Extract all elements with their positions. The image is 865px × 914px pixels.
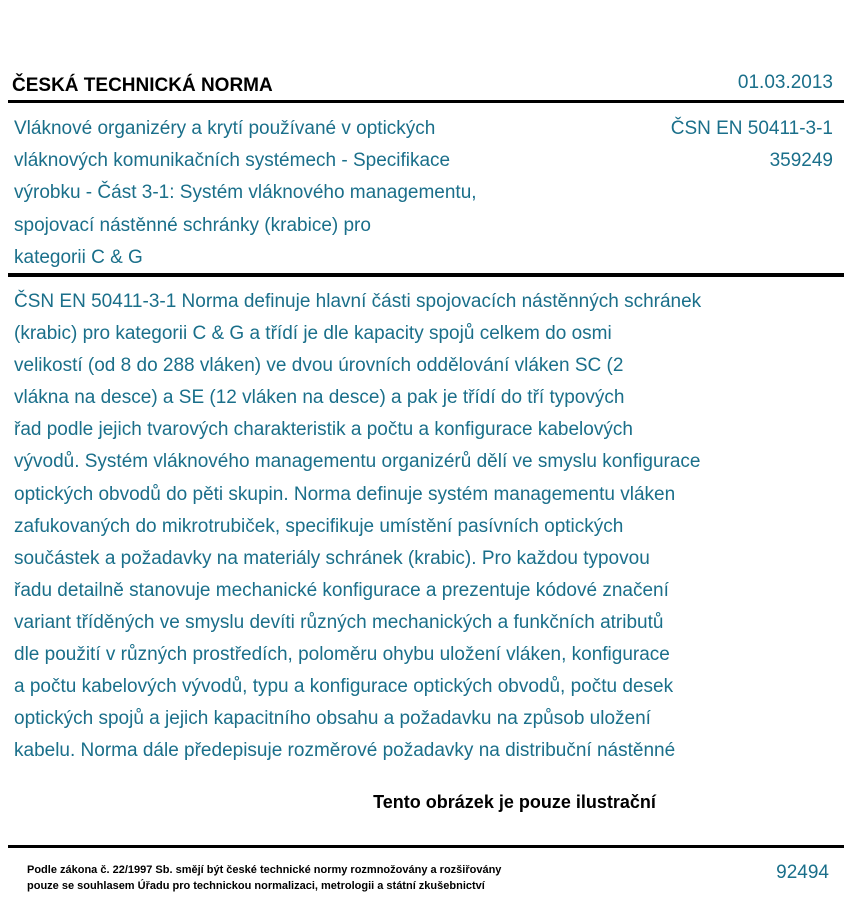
header-title: ČESKÁ TECHNICKÁ NORMA bbox=[12, 75, 273, 96]
title-divider bbox=[8, 273, 844, 277]
abstract-line: kabelu. Norma dále předepisuje rozměrové požadavky na distribuční nástěnné bbox=[14, 740, 676, 762]
abstract-line: dle použití v různých prostředích, poloměru ohybu uložení vláken, konfigurace bbox=[14, 644, 670, 666]
title-line: vláknových komunikačních systémech - Specifikace bbox=[14, 150, 451, 172]
abstract-line: velikostí (od 8 do 288 vláken) ve dvou úrovních oddělování vláken SC (2 bbox=[14, 355, 624, 377]
abstract-line: vývodů. Systém vláknového managementu organizérů dělí ve smyslu konfigurace bbox=[14, 451, 701, 473]
abstract-line: řad podle jejich tvarových charakteristik a počtu a konfigurace kabelových bbox=[14, 419, 633, 441]
abstract-line: zafukovaných do mikrotrubiček, specifikuje umístění pasívních optických bbox=[14, 515, 624, 537]
abstract-line: a počtu kabelových vývodů, typu a konfigurace optických obvodů, počtu desek bbox=[14, 676, 674, 698]
abstract-line: řadu detailně stanovuje mechanické konfigurace a prezentuje kódové značení bbox=[14, 579, 669, 601]
illustration-notice: Tento obrázek je pouze ilustrační bbox=[373, 792, 656, 812]
title-line: Vláknové organizéry a krytí používané v optických bbox=[14, 118, 436, 139]
document-id: 92494 bbox=[776, 862, 829, 883]
legal-notice bbox=[27, 862, 501, 894]
abstract-line: variant tříděných ve smyslu devíti různých mechanických a funkčních atributů bbox=[14, 611, 664, 633]
abstract-line: ČSN EN 50411-3-1 Norma definuje hlavní části spojovacích nástěnných schránek bbox=[14, 291, 702, 312]
header-divider bbox=[8, 100, 844, 103]
abstract-line: optických obvodů do pěti skupin. Norma definuje systém managementu vláken bbox=[14, 483, 676, 505]
title-line: kategorii C & G bbox=[14, 246, 143, 268]
legal-line: pouze se souhlasem Úřadu pro technickou normalizaci, metrologii a státní zkušebnictví bbox=[27, 880, 485, 892]
abstract-line: optických spojů a jejich kapacitního obsahu a požadavku na způsob uložení bbox=[14, 708, 651, 730]
legal-line: Podle zákona č. 22/1997 Sb. smějí být české technické normy rozmnožovány a rozšiřovány bbox=[27, 864, 502, 876]
footer-divider bbox=[8, 845, 844, 848]
standard-identifiers bbox=[671, 113, 833, 177]
title-line: spojovací nástěnné schránky (krabice) pro bbox=[14, 214, 371, 236]
catalog-number: 359249 bbox=[769, 150, 833, 172]
abstract-line: (krabic) pro kategorii C & G a třídí je dle kapacity spojů celkem do osmi bbox=[14, 323, 612, 345]
standard-code: ČSN EN 50411-3-1 bbox=[670, 118, 833, 139]
publication-date: 01.03.2013 bbox=[737, 72, 833, 93]
document-abstract bbox=[14, 286, 844, 767]
title-line: výrobku - Část 3-1: Systém vláknového managementu, bbox=[14, 182, 477, 204]
abstract-line: vlákna na desce) a SE (12 vláken na desce) a pak je třídí do tří typových bbox=[14, 387, 625, 409]
abstract-line: součástek a požadavky na materiály schránek (krabic). Pro každou typovou bbox=[14, 547, 650, 569]
document-title bbox=[14, 113, 574, 274]
